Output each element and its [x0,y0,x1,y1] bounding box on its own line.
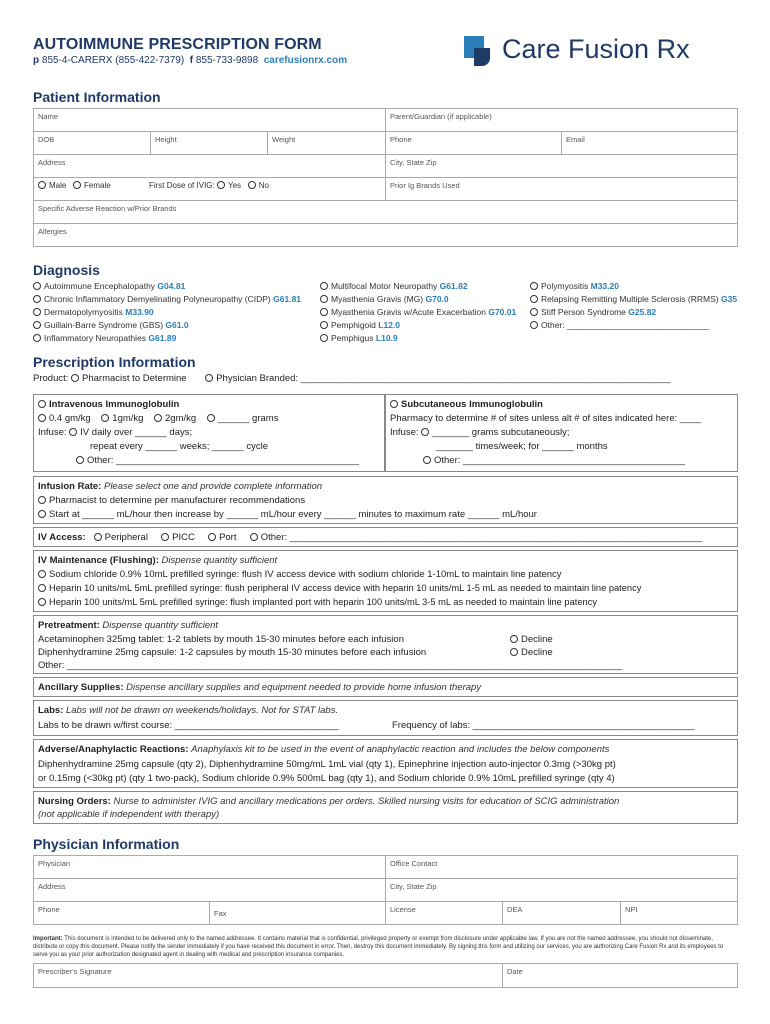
physician-info-grid [33,855,738,925]
ivig-box: Intravenous Immunoglobulin 0.4 gm/kg 1gm/kg 2gm/kg ______ grams Infuse: IV daily over ______ days; repeat every ______ weeks; ______ cycle Other: ______________________________________________ [33,394,385,472]
diagnosis-section-title: Diagnosis [33,262,100,278]
physician-field[interactable]: Physician [34,856,386,878]
diagnosis-option: Multifocal Motor Neuropathy G61.82 [320,280,516,293]
adverse-reaction-field[interactable]: Specific Adverse Reaction w/Prior Brands [34,201,738,223]
signature-field[interactable]: Prescriber's Signature [34,964,503,987]
company-logo: Care Fusion Rx [462,34,762,70]
diagnosis-option: Inflammatory Neuropathies G61.89 [33,332,301,345]
logo-mark-icon [462,34,496,66]
flushing-box: IV Maintenance (Flushing): Dispense quantity sufficient Sodium chloride 0.9% 10mL prefilled syringe: flush IV access device with sodium chloride 1-10mL to maintain line patency Heparin 10 units/mL 5mL prefilled syringe: flush peripheral IV access device with heparin 10 units/mL 1-5 mL as needed to maintain line patency Heparin 100 units/mL 5mL prefilled syringe: flush implanted port with heparin 100 units/mL 3-5 mL as needed to maintain line patency [33,550,738,612]
diagnosis-option: Chronic Inflammatory Demyelinating Polyneuropathy (CIDP) G61.81 [33,293,301,306]
prescription-section-title: Prescription Information [33,354,196,370]
diagnosis-option: Dermatopolymyositis M33.90 [33,306,301,319]
city-field[interactable]: City, State Zip [386,155,738,177]
dob-field[interactable]: DOB [34,132,151,154]
adverse-reactions-box: Adverse/Anaphylactic Reactions: Anaphylaxis kit to be used in the event of anaphylactic reaction and includes the below components Diphenhydramine 25mg capsule (qty 2), Diphenhydramine 50mg/mL 1mL vial (qty 1), Epinephrine injection auto-injector 0.3mg (>30kg pt) or 0.15mg (<30kg pt) (qty 1 two-pack), Sodium chloride 0.9% 500mL bag (qty 1), and Sodium chloride 0.9% 10mL prefilled syringe (qty 4) [33,739,738,788]
physician-fax-field[interactable]: Fax [210,902,386,924]
dea-field[interactable]: DEA [503,902,621,924]
diagnosis-option: Pemphigus L10.9 [320,332,516,345]
ancillary-box: Ancillary Supplies: Dispense ancillary supplies and equipment needed to provide home infusion therapy [33,677,738,697]
diagnosis-col-1 [33,280,301,345]
product-row: Product: Pharmacist to Determine Physician Branded: ______________________________________________________________________ [33,373,671,384]
first-dose-no-radio[interactable] [248,181,256,189]
address-field[interactable]: Address [34,155,386,177]
nursing-orders-box: Nursing Orders: Nurse to administer IVIG and ancillary medications per orders. Skilled nursing visits for education of SCIG administration (not applicable if independent with therapy) [33,791,738,824]
form-title: AUTOIMMUNE PRESCRIPTION FORM [33,36,322,53]
allergies-field[interactable]: Allergies [34,224,738,246]
diagnosis-col-3 [530,280,737,332]
diagnosis-option: Myasthenia Gravis w/Acute Exacerbation G70.01 [320,306,516,319]
male-radio[interactable] [38,181,46,189]
npi-field[interactable]: NPI [621,902,738,924]
weight-field[interactable]: Weight [268,132,386,154]
signature-grid [33,963,738,988]
guardian-field[interactable]: Parent/Guardian (if applicable) [386,109,738,131]
pretreatment-box: Pretreatment: Dispense quantity sufficient Acetaminophen 325mg tablet: 1-2 tablets by mouth 15-30 minutes before each infusion Diphenhydramine 25mg capsule: 1-2 capsules by mouth 15-30 minutes before each infusion Decline Decline Other: _________________________________________________________________________________________________________ [33,615,738,674]
infusion-rate-box: Infusion Rate: Please select one and provide complete information Pharmacist to determine per manufacturer recommendations Start at ______ mL/hour then increase by ______ mL/hour every ______ minutes to maximum rate ______ mL/hour [33,476,738,524]
physician-city-field[interactable]: City, State Zip [386,879,738,901]
office-contact-field[interactable]: Office Contact [386,856,738,878]
diagnosis-option: Guillain-Barre Syndrome (GBS) G61.0 [33,319,301,332]
prior-brands-field[interactable]: Prior Ig Brands Used [386,178,738,200]
female-radio[interactable] [73,181,81,189]
sex-first-dose-cell: Male Female First Dose of IVIG: Yes No [34,178,386,200]
phone-field[interactable]: Phone [386,132,562,154]
phone-number: 855-4-CARERX (855-422-7379) [41,55,185,66]
diagnosis-option: Myasthenia Gravis (MG) G70.0 [320,293,516,306]
name-field[interactable]: Name [34,109,386,131]
physician-phone-field[interactable]: Phone [34,902,210,924]
scig-radio[interactable] [390,400,398,408]
physician-branded-radio[interactable] [205,374,213,382]
important-notice: Important: This document is intended to be delivered only to the named addressee. It contains material that is confidential, privileged property or exempt from disclosure under applicable law. If you are not the named addressee, you should not disseminate, distribute or copy this document. Please notify the sender immediately if you have received this document in error. Then, destroy this document immediately. By signing this form and utilizing our services, you are authorizing Care Fusion Rx and its employees to serve you as your prior authorization designated agent in dealing with medical and prescription insurance companies. [33,936,724,958]
physician-address-field[interactable]: Address [34,879,386,901]
date-field[interactable]: Date [503,964,738,987]
labs-box: Labs: Labs will not be drawn on weekends/holidays. Not for STAT labs. Labs to be drawn w/first course: _______________________________ Frequency of labs: __________________________________________ [33,700,738,736]
patient-section-title: Patient Information [33,89,161,105]
first-dose-yes-radio[interactable] [217,181,225,189]
ivig-radio[interactable] [38,400,46,408]
contact-line: p 855-4-CARERX (855-422-7379) f 855-733-9898 carefusionrx.com [33,55,348,66]
diagnosis-option: Autoimmune Encephalopathy G04.81 [33,280,301,293]
website-link[interactable]: carefusionrx.com [263,55,348,66]
pharmacist-determine-radio[interactable] [71,374,79,382]
diagnosis-option: Relapsing Remitting Multiple Sclerosis (RRMS) G35 [530,293,737,306]
license-field[interactable]: License [386,902,503,924]
patient-info-grid [33,108,738,247]
diagnosis-option-other: Other: ______________________________ [530,319,737,332]
diagnosis-col-2 [320,280,516,345]
scig-box: Subcutaneous Immunoglobulin Pharmacy to determine # of sites unless alt # of sites indicated here: ____ Infuse: _______ grams subcutaneously; _______ times/week; for ______ months Other: __________________________________________ [385,394,738,472]
iv-access-box: IV Access: Peripheral PICC Port Other: ______________________________________________________________________________ [33,527,738,547]
height-field[interactable]: Height [151,132,268,154]
email-field[interactable]: Email [562,132,738,154]
diagnosis-option: Polymyositis M33.20 [530,280,737,293]
fax-number: 855-733-9898 [195,55,259,66]
diagnosis-option: Stiff Person Syndrome G25.82 [530,306,737,319]
physician-section-title: Physician Information [33,836,180,852]
diagnosis-option: Pemphigoid L12.0 [320,319,516,332]
